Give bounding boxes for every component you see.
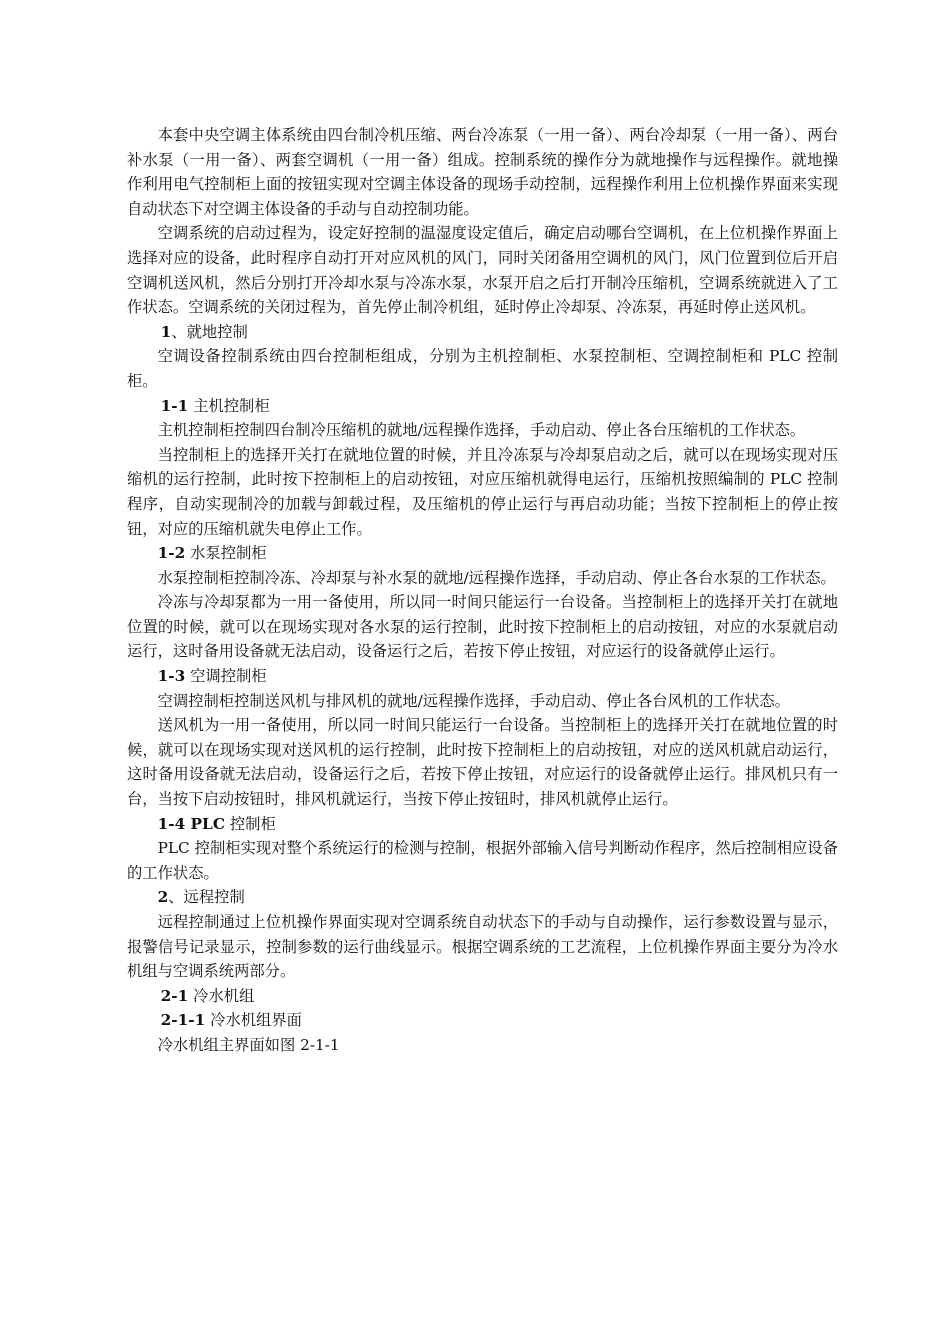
section-heading-ac-cabinet — [127, 664, 838, 689]
paragraph-cabinets: 空调设备控制系统由四台控制柜组成，分别为主机控制柜、水泵控制柜、空调控制柜和 PLC 控制柜。 — [127, 347, 838, 390]
section-heading-chiller — [127, 984, 838, 1009]
section-number: 1-2 — [157, 544, 186, 563]
section-title: 主机控制柜 — [188, 396, 270, 415]
section-title: 控制柜 — [225, 814, 276, 833]
section-number: 2-1-1 — [160, 1011, 206, 1030]
section-heading-pump-cabinet — [127, 541, 838, 566]
section-title: 冷水机组 — [188, 986, 255, 1005]
section-number: 1-4 PLC — [157, 814, 225, 833]
section-heading-plc-cabinet — [127, 812, 838, 837]
section-title: 冷水机组界面 — [205, 1011, 302, 1030]
paragraph-chiller-ui: 冷水机组主界面如图 2-1-1 — [157, 1035, 340, 1054]
paragraph-ac-cabinet: 空调控制柜控制送风机与排风机的就地/远程操作选择，手动启动、停止各台风机的工作状态。 — [157, 691, 790, 710]
section-title: 空调控制柜 — [185, 667, 267, 686]
document-page — [127, 123, 838, 1058]
section-number: 1-1 — [160, 396, 189, 415]
paragraph-fan-control: 送风机为一用一备使用，所以同一时间只能运行一台设备。当控制柜上的选择开关打在就地位置的时候，就可以在现场实现对送风机的运行控制，此时按下控制柜上的启动按钮，对应的送风机就启动运行，这时备用设备就无法启动，设备运行之后，若按下停止按钮，对应运行的设备就停止运行。排风机只有一台，当按下启动按钮时，排风机就运行，当按下停止按钮时，排风机就停止运行。 — [127, 716, 838, 809]
section-heading-remote-control — [127, 885, 838, 910]
paragraph-compressor-control: 当控制柜上的选择开关打在就地位置的时候，并且冷冻泵与冷却泵启动之后，就可以在现场实现对压缩机的运行控制，此时按下控制柜上的启动按钮，对应压缩机就得电运行，压缩机按照编制的 PLC 控制程序，自动实现制冷的加载与卸载过程，及压缩机的停止运行与再启动功能；当按下控制柜上的停止按钮，对应的压缩机就失电停止工作。 — [127, 445, 838, 538]
paragraph-startup-process: 空调系统的启动过程为，设定好控制的温湿度设定值后，确定启动哪台空调机，在上位机操作界面上选择对应的设备，此时程序自动打开对应风机的风门，同时关闭备用空调机的风门，风门位置到位后开启空调机送风机，然后分别打开冷却水泵与冷冻水泵，水泵开启之后打开制冷压缩机，空调系统就进入了工作状态。空调系统的关闭过程为，首先停止制冷机组，延时停止冷却泵、冷冻泵，再延时停止送风机。 — [127, 224, 838, 317]
paragraph-pump-cabinet: 水泵控制柜控制冷冻、冷却泵与补水泵的就地/远程操作选择，手动启动、停止各台水泵的工作状态。 — [157, 568, 836, 587]
section-number: 2 — [157, 888, 169, 907]
section-number: 1-3 — [157, 667, 186, 686]
section-heading-main-cabinet — [127, 394, 838, 419]
section-title: 、远程控制 — [168, 888, 245, 907]
paragraph-main-cabinet: 主机控制柜控制四台制冷压缩机的就地/远程操作选择，手动启动、停止各台压缩机的工作状态。 — [157, 421, 806, 440]
section-title: 、就地控制 — [171, 322, 248, 341]
paragraph-plc-cabinet: PLC 控制柜实现对整个系统运行的检测与控制，根据外部输入信号判断动作程序，然后控制相应设备的工作状态。 — [127, 839, 838, 882]
section-heading-chiller-ui — [127, 1008, 838, 1033]
section-number: 1 — [160, 322, 172, 341]
section-number: 2-1 — [160, 986, 189, 1005]
section-title: 水泵控制柜 — [185, 544, 267, 563]
paragraph-pump-control: 冷冻与冷却泵都为一用一备使用，所以同一时间只能运行一台设备。当控制柜上的选择开关打在就地位置的时候，就可以在现场实现对各水泵的运行控制，此时按下控制柜上的启动按钮，对应的水泵就启动运行，这时备用设备就无法启动，设备运行之后，若按下停止按钮，对应运行的设备就停止运行。 — [127, 593, 838, 661]
paragraph-remote-control: 远程控制通过上位机操作界面实现对空调系统自动状态下的手动与自动操作，运行参数设置与显示，报警信号记录显示，控制参数的运行曲线显示。根据空调系统的工艺流程，上位机操作界面主要分为冷水机组与空调系统两部分。 — [127, 913, 838, 981]
section-heading-local-control — [127, 320, 838, 345]
paragraph-system-overview: 本套中央空调主体系统由四台制冷机压缩、两台冷冻泵（一用一备）、两台冷却泵（一用一备）、两台补水泵（一用一备）、两套空调机（一用一备）组成。控制系统的操作分为就地操作与远程操作。就地操作利用电气控制柜上面的按钮实现对空调主体设备的现场手动控制，远程操作利用上位机操作界面来实现自动状态下对空调主体设备的手动与自动控制功能。 — [127, 126, 838, 218]
